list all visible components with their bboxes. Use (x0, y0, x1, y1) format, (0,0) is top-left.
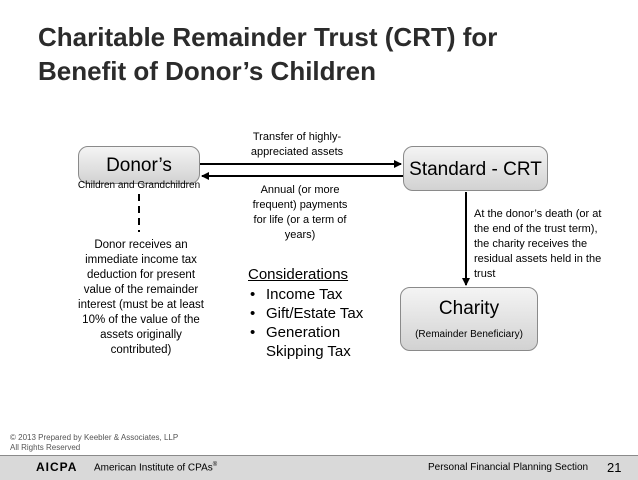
charity-residual-note (474, 207, 638, 282)
list-item-text: Income Tax (266, 286, 343, 303)
donor-note-line: 10% of the value of the (82, 314, 200, 326)
annual-payments-note (240, 183, 360, 243)
donor-sublabel: Children and Grandchildren (77, 180, 201, 191)
copyright-line: All Rights Reserved (10, 443, 81, 452)
donor-note-line: assets originally (100, 329, 182, 341)
list-item-text: Skipping Tax (266, 343, 351, 360)
footer-section-name: Personal Financial Planning Section (428, 462, 589, 473)
transfer-note-line: appreciated assets (250, 146, 344, 158)
bullet: • (250, 305, 256, 322)
footer-bar (0, 455, 638, 480)
list-item (248, 304, 398, 323)
charity-note-line: trust (474, 268, 496, 280)
donor-note-line: immediate income tax (85, 254, 197, 266)
crt-box (403, 146, 548, 191)
donor-note-line: value of the remainder (83, 284, 199, 296)
footer-organization-name: American Institute of CPAs (94, 462, 213, 474)
transfer-note (232, 130, 362, 160)
bullet: • (250, 324, 256, 341)
title-line-1: Charitable Remainder Trust (CRT) for (38, 22, 498, 52)
considerations-heading: Considerations (248, 266, 349, 283)
donor-note-line: deduction for present (86, 269, 196, 281)
charity-box (400, 287, 538, 351)
charity-sublabel: (Remainder Beneficiary) (415, 329, 523, 340)
registered-mark: ® (212, 462, 218, 468)
transfer-note-line: Transfer of highly- (252, 131, 342, 143)
annual-note-line: frequent) payments (252, 199, 348, 211)
annual-note-line: years) (284, 229, 316, 241)
footer-organization (94, 462, 217, 473)
bullet: • (250, 286, 256, 303)
charity-label: Charity (438, 298, 500, 319)
donor-note-line: Donor receives an (94, 239, 188, 251)
list-item (248, 285, 398, 304)
donor-note-line: interest (must be at least (78, 299, 204, 311)
donor-deduction-note (66, 238, 216, 358)
list-item (248, 323, 398, 361)
annual-note-line: for life (or a term of (253, 214, 347, 226)
crt-label: Standard - CRT (409, 159, 542, 180)
copyright-notice (10, 433, 178, 453)
charity-note-line: At the donor’s death (or at (474, 208, 602, 220)
considerations-list (248, 265, 398, 361)
annual-note-line: Annual (or more (260, 184, 340, 196)
donor-note-line: contributed) (110, 344, 172, 356)
charity-note-line: residual assets held in the (474, 253, 602, 265)
list-item-text: Generation (266, 324, 341, 341)
list-item-text: Gift/Estate Tax (266, 305, 364, 322)
copyright-line: © 2013 Prepared by Keebler & Associates, LLP (10, 433, 179, 442)
page-number: 21 (607, 460, 622, 475)
title-line-2: Benefit of Donor’s Children (38, 56, 376, 86)
donor-label: Donor’s (106, 155, 172, 176)
aicpa-logo: AICPA (36, 460, 78, 474)
charity-note-line: the charity receives the (474, 238, 588, 250)
charity-note-line: the end of the trust term), (474, 223, 598, 235)
donor-box (78, 146, 200, 184)
